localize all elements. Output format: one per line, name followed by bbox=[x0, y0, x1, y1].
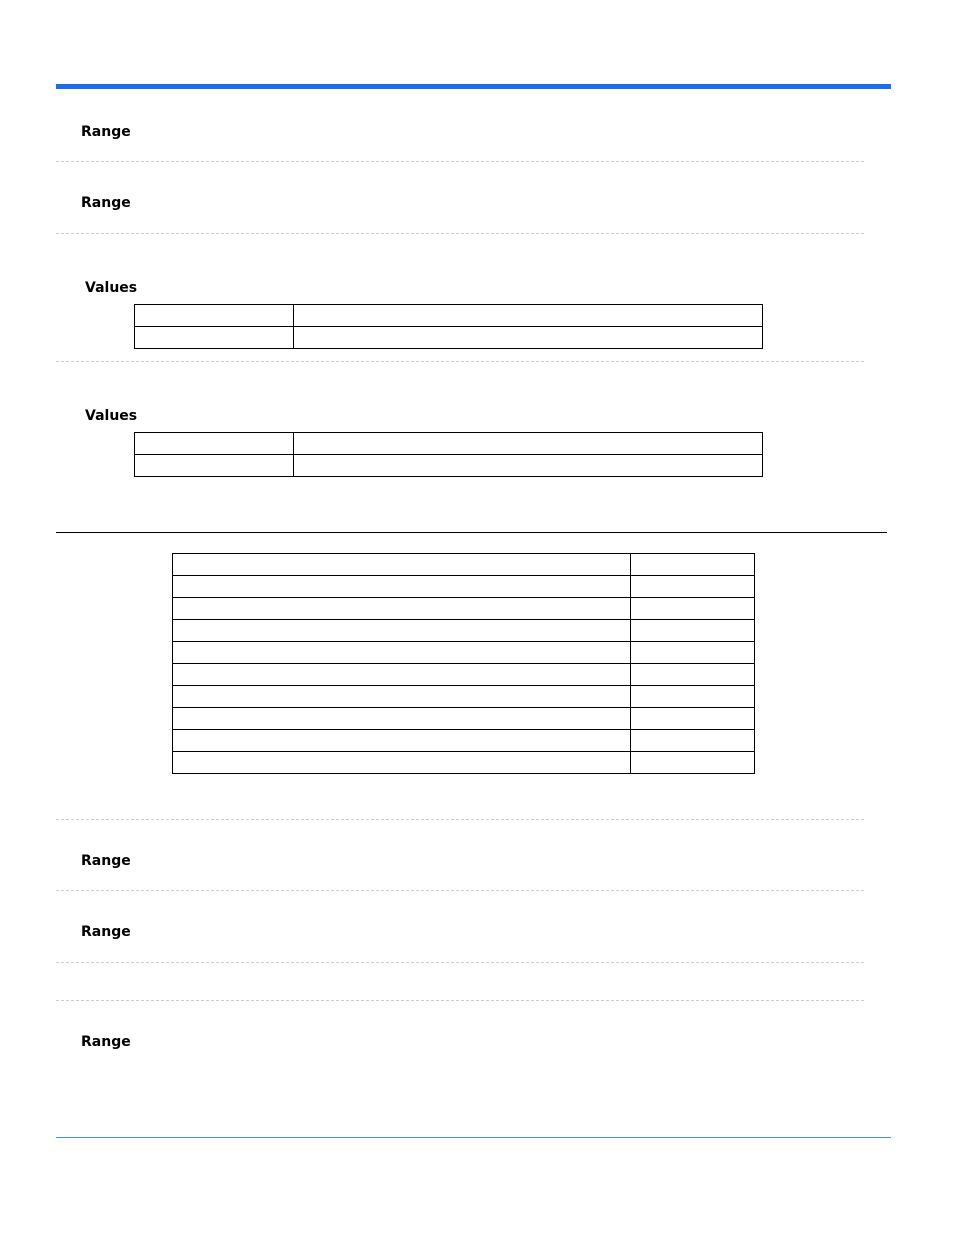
table-row bbox=[173, 730, 755, 752]
table-cell bbox=[631, 664, 755, 686]
values-table-1 bbox=[134, 304, 763, 349]
table-row bbox=[173, 554, 755, 576]
table-cell bbox=[631, 554, 755, 576]
table-row bbox=[173, 686, 755, 708]
table-cell bbox=[294, 327, 763, 349]
footer-rule bbox=[56, 1137, 891, 1138]
table-cell bbox=[631, 708, 755, 730]
divider-2 bbox=[56, 233, 864, 234]
range-label-2: Range bbox=[81, 195, 131, 211]
values-label-2: Values bbox=[85, 408, 138, 424]
table-cell bbox=[173, 620, 631, 642]
table-cell bbox=[294, 433, 763, 455]
table-cell bbox=[631, 752, 755, 774]
table-cell bbox=[173, 686, 631, 708]
range-label-4: Range bbox=[81, 924, 131, 940]
table-cell bbox=[631, 730, 755, 752]
table-cell bbox=[135, 455, 294, 477]
table-row bbox=[173, 598, 755, 620]
table-cell bbox=[135, 433, 294, 455]
table-cell bbox=[173, 576, 631, 598]
table-cell bbox=[173, 598, 631, 620]
table-cell bbox=[631, 576, 755, 598]
values-table-2 bbox=[134, 432, 763, 477]
divider-3 bbox=[56, 361, 864, 362]
table-row bbox=[173, 576, 755, 598]
divider-6 bbox=[56, 962, 864, 963]
table-cell bbox=[173, 752, 631, 774]
values-label-1: Values bbox=[85, 280, 138, 296]
header-accent-bar bbox=[56, 84, 891, 89]
divider-7 bbox=[56, 1000, 864, 1001]
divider-4 bbox=[56, 819, 864, 820]
table-row bbox=[135, 455, 763, 477]
table-row bbox=[173, 664, 755, 686]
table-cell bbox=[631, 598, 755, 620]
table-cell bbox=[631, 686, 755, 708]
table-row bbox=[135, 433, 763, 455]
range-label-5: Range bbox=[81, 1034, 131, 1050]
table-row bbox=[173, 752, 755, 774]
table-cell bbox=[173, 554, 631, 576]
range-label-3: Range bbox=[81, 853, 131, 869]
table-row bbox=[173, 708, 755, 730]
main-table bbox=[172, 553, 755, 774]
divider-5 bbox=[56, 890, 864, 891]
table-cell bbox=[294, 305, 763, 327]
divider-1 bbox=[56, 161, 864, 162]
table-cell bbox=[631, 642, 755, 664]
range-label-1: Range bbox=[81, 124, 131, 140]
table-cell bbox=[173, 730, 631, 752]
table-row bbox=[173, 620, 755, 642]
table-row bbox=[173, 642, 755, 664]
table-cell bbox=[294, 455, 763, 477]
table-cell bbox=[135, 327, 294, 349]
table-row bbox=[135, 327, 763, 349]
section-rule bbox=[56, 532, 887, 533]
table-cell bbox=[173, 708, 631, 730]
table-cell bbox=[173, 642, 631, 664]
table-cell bbox=[631, 620, 755, 642]
table-row bbox=[135, 305, 763, 327]
table-cell bbox=[173, 664, 631, 686]
table-cell bbox=[135, 305, 294, 327]
